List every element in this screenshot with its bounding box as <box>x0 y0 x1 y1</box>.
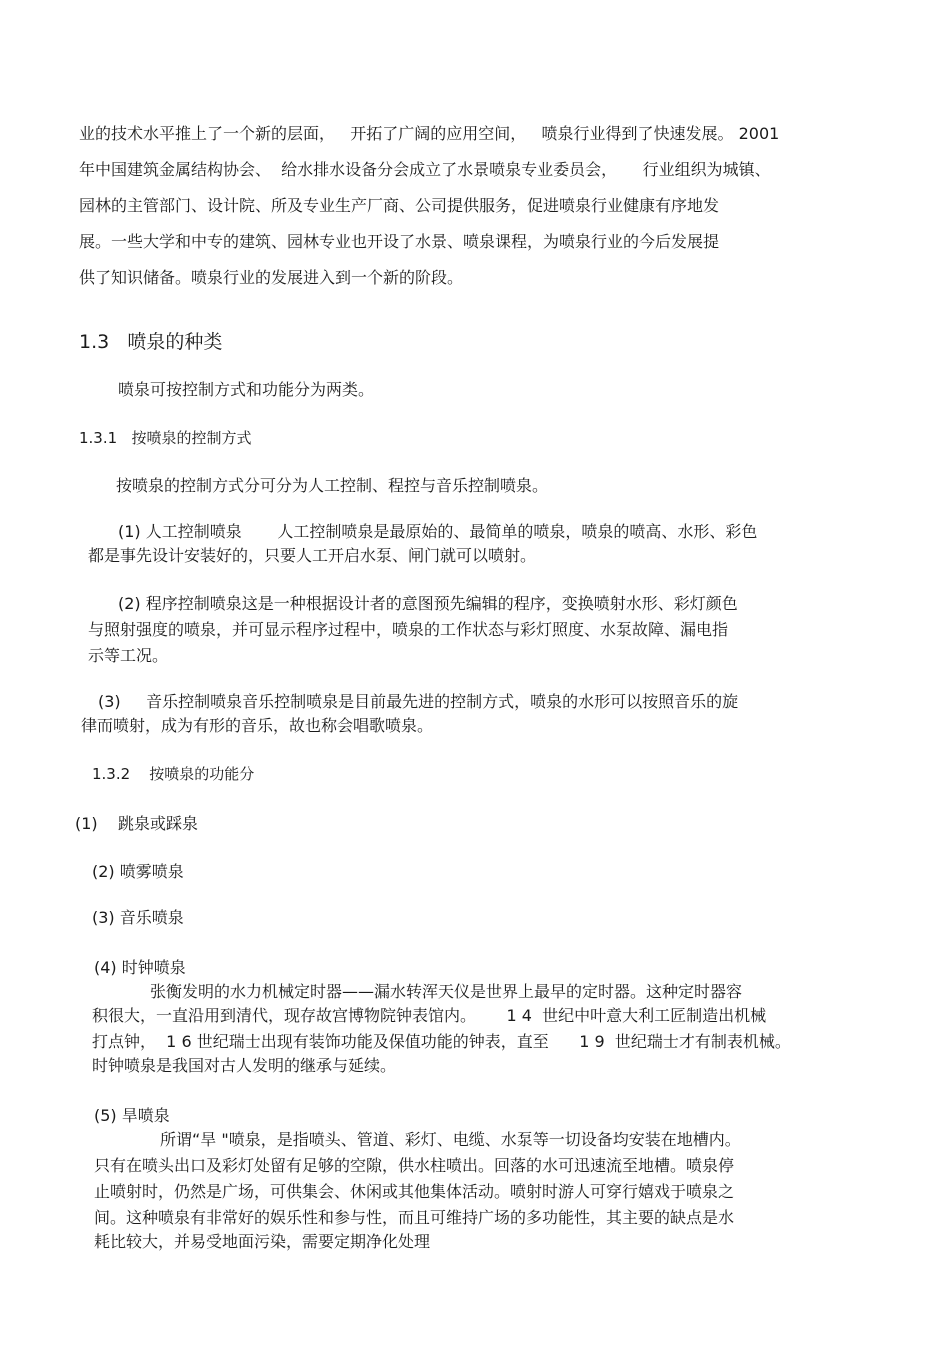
control-item-3-line: (3) 音乐控制喷泉音乐控制喷泉是目前最先进的控制方式，喷泉的水形可以按照音乐的旋 <box>98 692 739 711</box>
function-item-3: (3) 音乐喷泉 <box>92 908 184 927</box>
function-item-2: (2) 喷雾喷泉 <box>92 862 184 881</box>
control-item-3-line: 律而喷射，成为有形的音乐，故也称会唱歌喷泉。 <box>81 716 434 735</box>
control-item-2-line: (2) 程序控制喷泉这是一种根据设计者的意图预先编辑的程序，变换喷射水形、彩灯颜色 <box>118 594 738 613</box>
control-item-2-line: 示等工况。 <box>88 646 169 665</box>
function-item-5-line: 所谓“旱 "喷泉，是指喷头、管道、彩灯、电缆、水泵等一切设备均安装在地槽内。 <box>160 1130 741 1149</box>
intro-line: 业的技术水平推上了一个新的层面， 开拓了广阔的应用空间， 喷泉行业得到了快速发展。 2001 <box>79 124 780 143</box>
section-heading-1-3-2: 1.3.2 按喷泉的功能分 <box>92 765 255 783</box>
control-item-1-line: 都是事先设计安装好的，只要人工开启水泵、闸门就可以喷射。 <box>88 546 537 565</box>
control-item-2-line: 与照射强度的喷泉，并可显示程序过程中，喷泉的工作状态与彩灯照度、水泵故障、漏电指 <box>88 620 729 639</box>
function-item-4-line: 张衡发明的水力机械定时器——漏水转浑天仪是世界上最早的定时器。这种定时器容 <box>150 982 743 1001</box>
function-item-4-line: 打点钟， 1 6 世纪瑞士出现有装饰功能及保值功能的钟表，直至 1 9 世纪瑞士才有制表机械。 <box>92 1032 791 1051</box>
intro-line: 供了知识储备。喷泉行业的发展进入到一个新的阶段。 <box>79 268 464 287</box>
section-intro: 喷泉可按控制方式和功能分为两类。 <box>118 380 375 399</box>
section-heading-1-3-1: 1.3.1 按喷泉的控制方式 <box>79 429 252 447</box>
function-item-5-line: 间。这种喷泉有非常好的娱乐性和参与性，而且可维持广场的多功能性，其主要的缺点是水 <box>94 1208 735 1227</box>
function-item-5-line: 只有在喷头出口及彩灯处留有足够的空隙，供水柱喷出。回落的水可迅速流至地槽。喷泉停 <box>94 1156 735 1175</box>
function-item-5-line: 止喷射时，仍然是广场，可供集会、休闲或其他集体活动。喷射时游人可穿行嬉戏于喷泉之 <box>94 1182 735 1201</box>
section-heading-1-3: 1.3 喷泉的种类 <box>79 331 223 353</box>
function-item-4-title: (4) 时钟喷泉 <box>94 958 186 977</box>
function-item-5-title: (5) 旱喷泉 <box>94 1106 170 1125</box>
intro-line: 年中国建筑金属结构协会、 给水排水设备分会成立了水景喷泉专业委员会， 行业组织为城镇、 <box>79 160 771 179</box>
control-item-1-line: (1) 人工控制喷泉 人工控制喷泉是最原始的、最简单的喷泉，喷泉的喷高、水形、彩色 <box>118 522 758 541</box>
intro-line: 园林的主管部门、设计院、所及专业生产厂商、公司提供服务，促进喷泉行业健康有序地发 <box>79 196 720 215</box>
function-item-4-line: 积很大，一直沿用到清代，现存故宫博物院钟表馆内。 1 4 世纪中叶意大利工匠制造出机械 <box>92 1006 767 1025</box>
section-intro: 按喷泉的控制方式分可分为人工控制、程控与音乐控制喷泉。 <box>116 476 549 495</box>
function-item-1: (1) 跳泉或踩泉 <box>75 814 199 833</box>
function-item-5-line: 耗比较大，并易受地面污染，需要定期净化处理 <box>94 1232 431 1251</box>
function-item-4-line: 时钟喷泉是我国对古人发明的继承与延续。 <box>92 1056 397 1075</box>
intro-line: 展。一些大学和中专的建筑、园林专业也开设了水景、喷泉课程，为喷泉行业的今后发展提 <box>79 232 720 251</box>
